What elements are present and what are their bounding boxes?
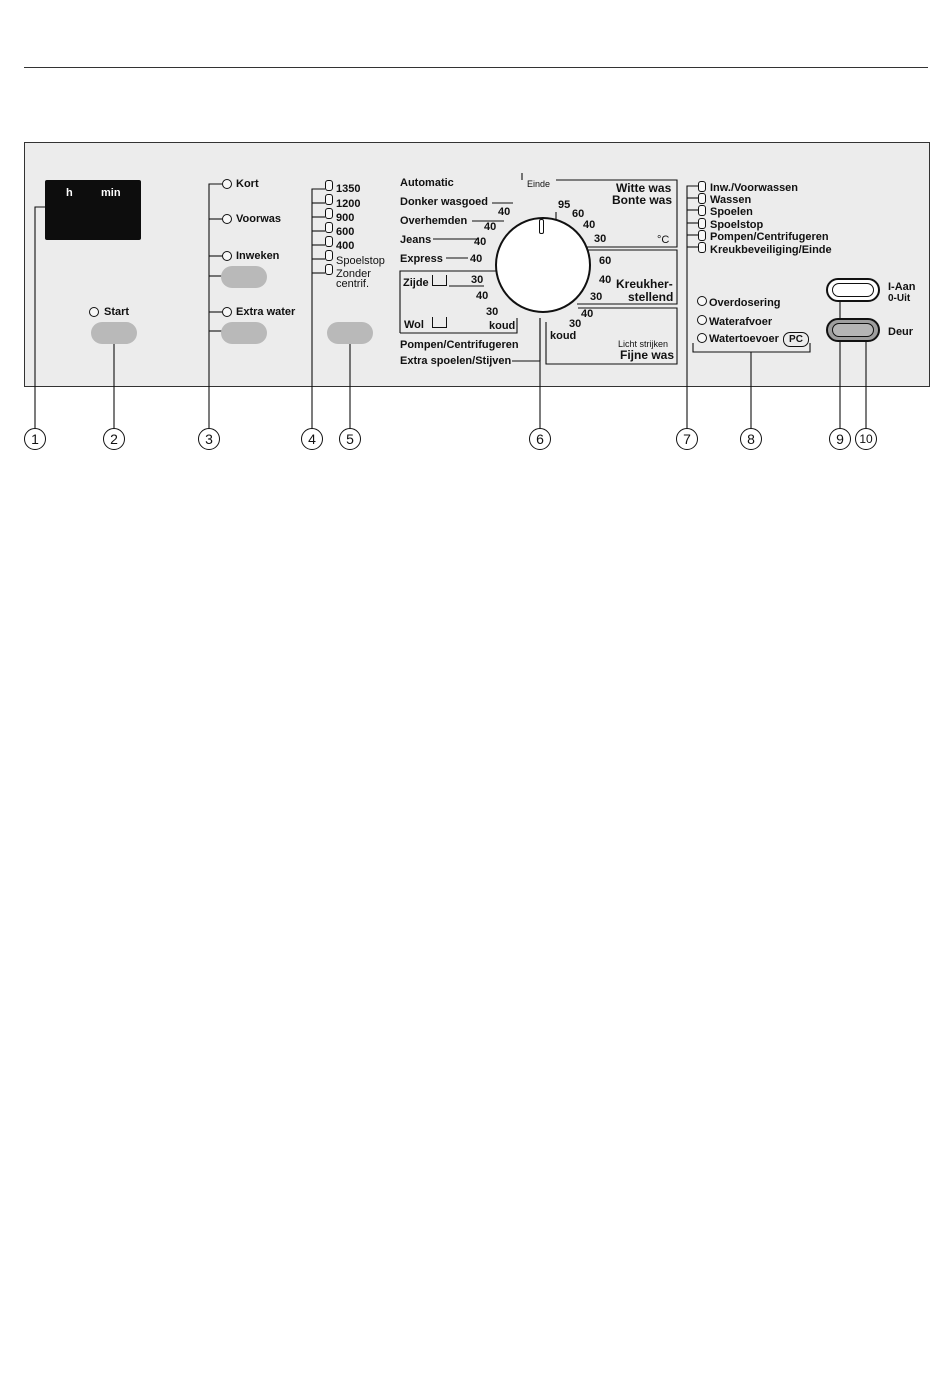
prog-wol-koud: koud <box>489 320 516 332</box>
start-button[interactable] <box>91 322 137 344</box>
extra-water-indicator-led <box>222 307 232 317</box>
prog-overhemden: Overhemden <box>400 215 468 227</box>
dial-pointer <box>539 219 544 234</box>
prog-zijde: Zijde <box>403 277 429 289</box>
status-led <box>698 205 706 216</box>
option-inweken-label: Inweken <box>236 250 280 262</box>
callout-5: 5 <box>339 428 361 450</box>
spin-centrif: centrif. <box>336 278 370 290</box>
handwash-icon <box>432 275 447 286</box>
prog-einde: Einde <box>527 179 551 189</box>
option-voorwas-label: Voorwas <box>236 213 282 225</box>
option-kort-label: Kort <box>236 178 259 190</box>
spin-led-column <box>325 180 333 280</box>
spin-zonder: Zonder <box>336 268 371 280</box>
prog-temp-95: 95 <box>558 199 571 211</box>
status-led <box>698 242 706 253</box>
prog-pompen: Pompen/Centrifugeren <box>400 339 519 351</box>
minutes-label: min <box>101 187 121 199</box>
start-indicator-led <box>89 307 99 317</box>
prog-jeans: Jeans <box>400 234 432 246</box>
warning-overdosering: Overdosering <box>709 297 781 309</box>
door-label: Deur <box>888 326 914 338</box>
prog-kreuk-40: 40 <box>599 274 612 286</box>
prog-fijne: Fijne was <box>620 348 675 362</box>
overdosering-led <box>697 296 707 306</box>
prog-express: Express <box>400 253 443 265</box>
status-wassen: Wassen <box>710 194 752 206</box>
status-inw-voorwassen: Inw./Voorwassen <box>710 182 799 194</box>
prog-celsius: °C <box>657 234 670 246</box>
watertoevoer-led <box>697 333 707 343</box>
kort-indicator-led <box>222 179 232 189</box>
prog-temp-40: 40 <box>583 219 596 231</box>
callout-4: 4 <box>301 428 323 450</box>
door-button[interactable] <box>826 318 880 342</box>
status-led <box>698 193 706 204</box>
prog-kreuk-1: Kreukher- <box>616 277 673 291</box>
prog-bonte: Bonte was <box>612 193 673 207</box>
prog-fijne-40: 40 <box>581 308 594 320</box>
spin-1350: 1350 <box>336 183 361 195</box>
waterafvoer-led <box>697 315 707 325</box>
warning-waterafvoer: Waterafvoer <box>709 316 773 328</box>
spin-button[interactable] <box>327 322 373 344</box>
prog-automatic: Automatic <box>400 177 454 189</box>
spin-400: 400 <box>336 240 355 252</box>
time-display <box>45 180 141 240</box>
option-button-bottom[interactable] <box>221 322 267 344</box>
power-label-on: I-Aan <box>888 281 916 293</box>
prog-donker: Donker wasgoed <box>400 196 489 208</box>
spin-led <box>325 208 333 219</box>
callout-2: 2 <box>103 428 125 450</box>
prog-overhemden-temp: 40 <box>484 221 497 233</box>
prog-extra-spoelen: Extra spoelen/Stijven <box>400 355 512 367</box>
prog-licht-strijken: Licht strijken <box>618 339 669 349</box>
callout-3: 3 <box>198 428 220 450</box>
spin-led <box>325 250 333 261</box>
spin-spoelstop: Spoelstop <box>336 255 385 267</box>
callout-7: 7 <box>676 428 698 450</box>
status-spoelen: Spoelen <box>710 206 753 218</box>
spin-600: 600 <box>336 226 355 238</box>
spin-led <box>325 264 333 275</box>
prog-express-temp: 40 <box>470 253 483 265</box>
spin-1200: 1200 <box>336 198 361 210</box>
power-label-off: 0-Uit <box>888 293 911 304</box>
spin-led <box>325 194 333 205</box>
pc-label: PC <box>789 334 803 345</box>
prog-fijne-koud: koud <box>550 330 577 342</box>
spin-led <box>325 222 333 233</box>
status-led <box>698 218 706 229</box>
callout-10: 10 <box>855 428 877 450</box>
pc-badge <box>783 332 809 347</box>
callout-8: 8 <box>740 428 762 450</box>
prog-kreuk-2: stellend <box>628 290 674 304</box>
callout-6: 6 <box>529 428 551 450</box>
callout-9: 9 <box>829 428 851 450</box>
option-extra-water-label: Extra water <box>236 306 296 318</box>
voorwas-indicator-led <box>222 214 232 224</box>
prog-wol-temp1: 40 <box>476 290 489 302</box>
option-button-top[interactable] <box>221 266 267 288</box>
prog-temp-60: 60 <box>572 208 585 220</box>
callout-lines <box>0 0 950 460</box>
prog-jeans-temp: 40 <box>474 236 487 248</box>
warning-watertoevoer: Watertoevoer <box>709 333 779 345</box>
prog-kreuk-30: 30 <box>590 291 603 303</box>
status-spoelstop: Spoelstop <box>710 219 764 231</box>
prog-donker-temp: 40 <box>498 206 511 218</box>
door-button-inner <box>832 323 874 337</box>
status-kreukbeveiliging: Kreukbeveiliging/Einde <box>710 244 832 256</box>
prog-zijde-temp: 30 <box>471 274 484 286</box>
start-label: Start <box>104 306 130 318</box>
prog-fijne-30: 30 <box>569 318 582 330</box>
status-led <box>698 181 706 192</box>
prog-kreuk-60: 60 <box>599 255 612 267</box>
prog-wol: Wol <box>404 319 424 331</box>
prog-temp-30: 30 <box>594 233 607 245</box>
callout-1: 1 <box>24 428 46 450</box>
power-button[interactable] <box>826 278 880 302</box>
prog-wol-temp2: 30 <box>486 306 499 318</box>
status-led-column <box>698 181 706 256</box>
status-led <box>698 230 706 241</box>
handwash-icon <box>432 317 447 328</box>
spin-led <box>325 236 333 247</box>
spin-led <box>325 180 333 191</box>
power-button-inner <box>832 283 874 297</box>
spin-900: 900 <box>336 212 355 224</box>
prog-witte: Witte was <box>616 181 672 195</box>
status-pompen: Pompen/Centrifugeren <box>710 231 829 243</box>
hours-label: h <box>66 187 73 199</box>
inweken-indicator-led <box>222 251 232 261</box>
